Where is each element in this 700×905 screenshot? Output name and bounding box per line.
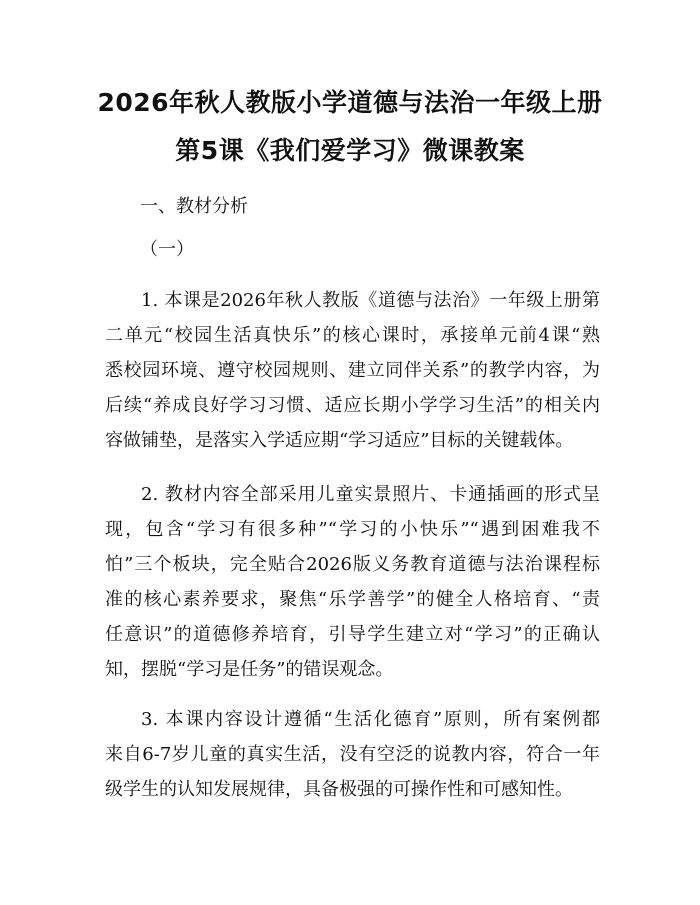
paragraph-line: 3. 本课内容设计遵循“生活化德育”原则，所有案例都 <box>141 709 600 730</box>
paragraph-line: 怕”三个板块，完全贴合2026版义务教育道德与法治课程标 <box>105 554 600 575</box>
paragraph-line: 任意识”的道德修养培育，引导学生建立对“学习”的正确认 <box>105 624 600 645</box>
paragraph-line: 容做铺垫，是落实入学适应期“学习适应”目标的关键载体。 <box>105 430 574 451</box>
paragraph-line: 现，包含“学习有很多种”“学习的小快乐”“遇到困难我不 <box>105 519 600 540</box>
document-title-line-1: 2026年秋人教版小学道德与法治一年级上册 <box>97 88 603 117</box>
paragraph-line: 级学生的认知发展规律，具备极强的可操作性和可感知性。 <box>105 779 573 800</box>
paragraph-2 <box>105 477 600 687</box>
paragraph-line: 二单元“校园生活真快乐”的核心课时，承接单元前4课“熟 <box>105 325 600 346</box>
paragraph-3 <box>105 702 600 807</box>
paragraph-line: 2. 教材内容全部采用儿童实景照片、卡通插画的形式呈 <box>141 484 600 505</box>
paragraph-line: 悉校园环境、遵守校园规则、建立同伴关系”的教学内容，为 <box>105 360 600 381</box>
paragraph-line: 来自6-7岁儿童的真实生活，没有空泛的说教内容，符合一年 <box>105 744 600 765</box>
paragraph-line: 1. 本课是2026年秋人教版《道德与法治》一年级上册第 <box>141 290 600 311</box>
paragraph-1 <box>105 283 600 458</box>
paragraph-line: 准的核心素养要求，聚焦“乐学善学”的健全人格培育、“责 <box>105 589 600 610</box>
document-title-line-2: 第5课《我们爱学习》微课教案 <box>175 136 525 165</box>
paragraph-line: 后续“养成良好学习习惯、适应长期小学学习生活”的相关内 <box>105 395 600 416</box>
section-heading: 一、教材分析 <box>140 196 248 217</box>
subsection-heading: （一） <box>140 239 194 260</box>
paragraph-line: 知，摆脱“学习是任务”的错误观念。 <box>105 659 394 680</box>
